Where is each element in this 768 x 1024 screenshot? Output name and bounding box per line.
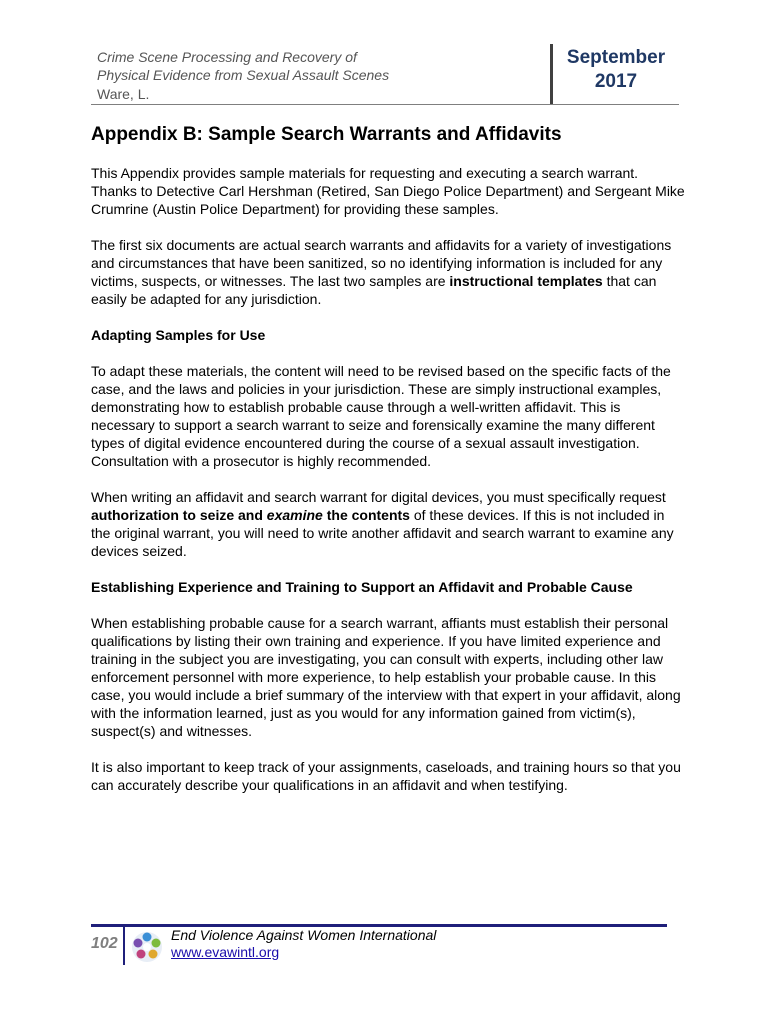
- section-heading-adapting: Adapting Samples for Use: [91, 327, 266, 343]
- instructional-templates-emphasis: instructional templates: [449, 273, 603, 289]
- header-author: Ware, L.: [97, 86, 150, 102]
- page-header: [91, 44, 679, 106]
- header-month: September: [566, 47, 666, 68]
- main-content: [91, 164, 687, 812]
- intro-paragraph: This Appendix provides sample materials for requesting and executing a search warrant. Thanks to Detective Carl Hershman (Retired, San Diego Police Department) and Sergeant Mike Crumrine (Austin Police Department) for providing these samples.: [91, 165, 685, 217]
- header-date: [553, 46, 679, 94]
- contents-emphasis: the contents: [326, 507, 410, 523]
- page-footer: [91, 923, 667, 967]
- section-heading-experience: Establishing Experience and Training to Support an Affidavit and Probable Cause: [91, 579, 633, 595]
- footer-website-link[interactable]: www.evawintl.org: [171, 944, 280, 960]
- page-title: Appendix B: Sample Search Warrants and Affidavits: [91, 124, 562, 145]
- header-year: 2017: [594, 71, 638, 92]
- documents-text-a: The first six documents are actual search warrants and affidavits for a variety of investigations and circumstances that have been sanitized, so no identifying information is included for any victims, suspects, or witnesses. The last two samples are: [91, 237, 672, 289]
- footer-organization: End Violence Against Women International: [171, 927, 437, 943]
- footer-divider: [123, 927, 125, 965]
- tracking-paragraph: It is also important to keep track of your assignments, caseloads, and training hours so that you can accurately describe your qualifications in an affidavit and when testifying.: [91, 759, 681, 793]
- digital-text-e: of these devices. If this is not included in the original warrant, you will need to write another affidavit and search warrant to examine any devices seized.: [91, 507, 674, 559]
- digital-text-a: When writing an affidavit and search warrant for digital devices, you must specifically request: [91, 489, 666, 505]
- adapting-paragraph: To adapt these materials, the content will need to be revised based on the specific facts of the case, and the laws and policies in your jurisdiction. These are simply instructional examples, demonstrating how to establish probable cause through a well-written affidavit. This is necessary to support a search warrant to seize and forensically examine the many different types of digital evidence encountered during the course of a sexual assault investigation. Consultation with a prosecutor is highly recommended.: [91, 363, 671, 469]
- header-title-line-2: Physical Evidence from Sexual Assault Scenes: [97, 67, 390, 83]
- authorization-emphasis: authorization to seize and: [91, 507, 263, 523]
- examine-emphasis: examine: [266, 507, 323, 523]
- header-document-title: [97, 48, 547, 84]
- page-number: 102: [91, 935, 118, 952]
- header-title-line-1: Crime Scene Processing and Recovery of: [97, 49, 357, 65]
- experience-paragraph: When establishing probable cause for a search warrant, affiants must establish their personal qualifications by listing their own training and experience. If you have limited experience and training in the subject you are investigating, you can consult with experts, including other law enforcement personnel with more experience, to help establish your probable cause. In this case, you would include a brief summary of the interview with that expert in your affidavit, along with the information learned, just as you would for any information gained from victim(s), suspect(s) and witnesses.: [91, 615, 681, 739]
- documents-text-c: that can easily be adapted for any jurisdiction.: [91, 273, 657, 307]
- header-rule: [91, 104, 679, 105]
- digital-devices-paragraph: [91, 488, 687, 560]
- documents-paragraph: [91, 236, 687, 308]
- evawi-flower-logo-icon: [131, 931, 163, 963]
